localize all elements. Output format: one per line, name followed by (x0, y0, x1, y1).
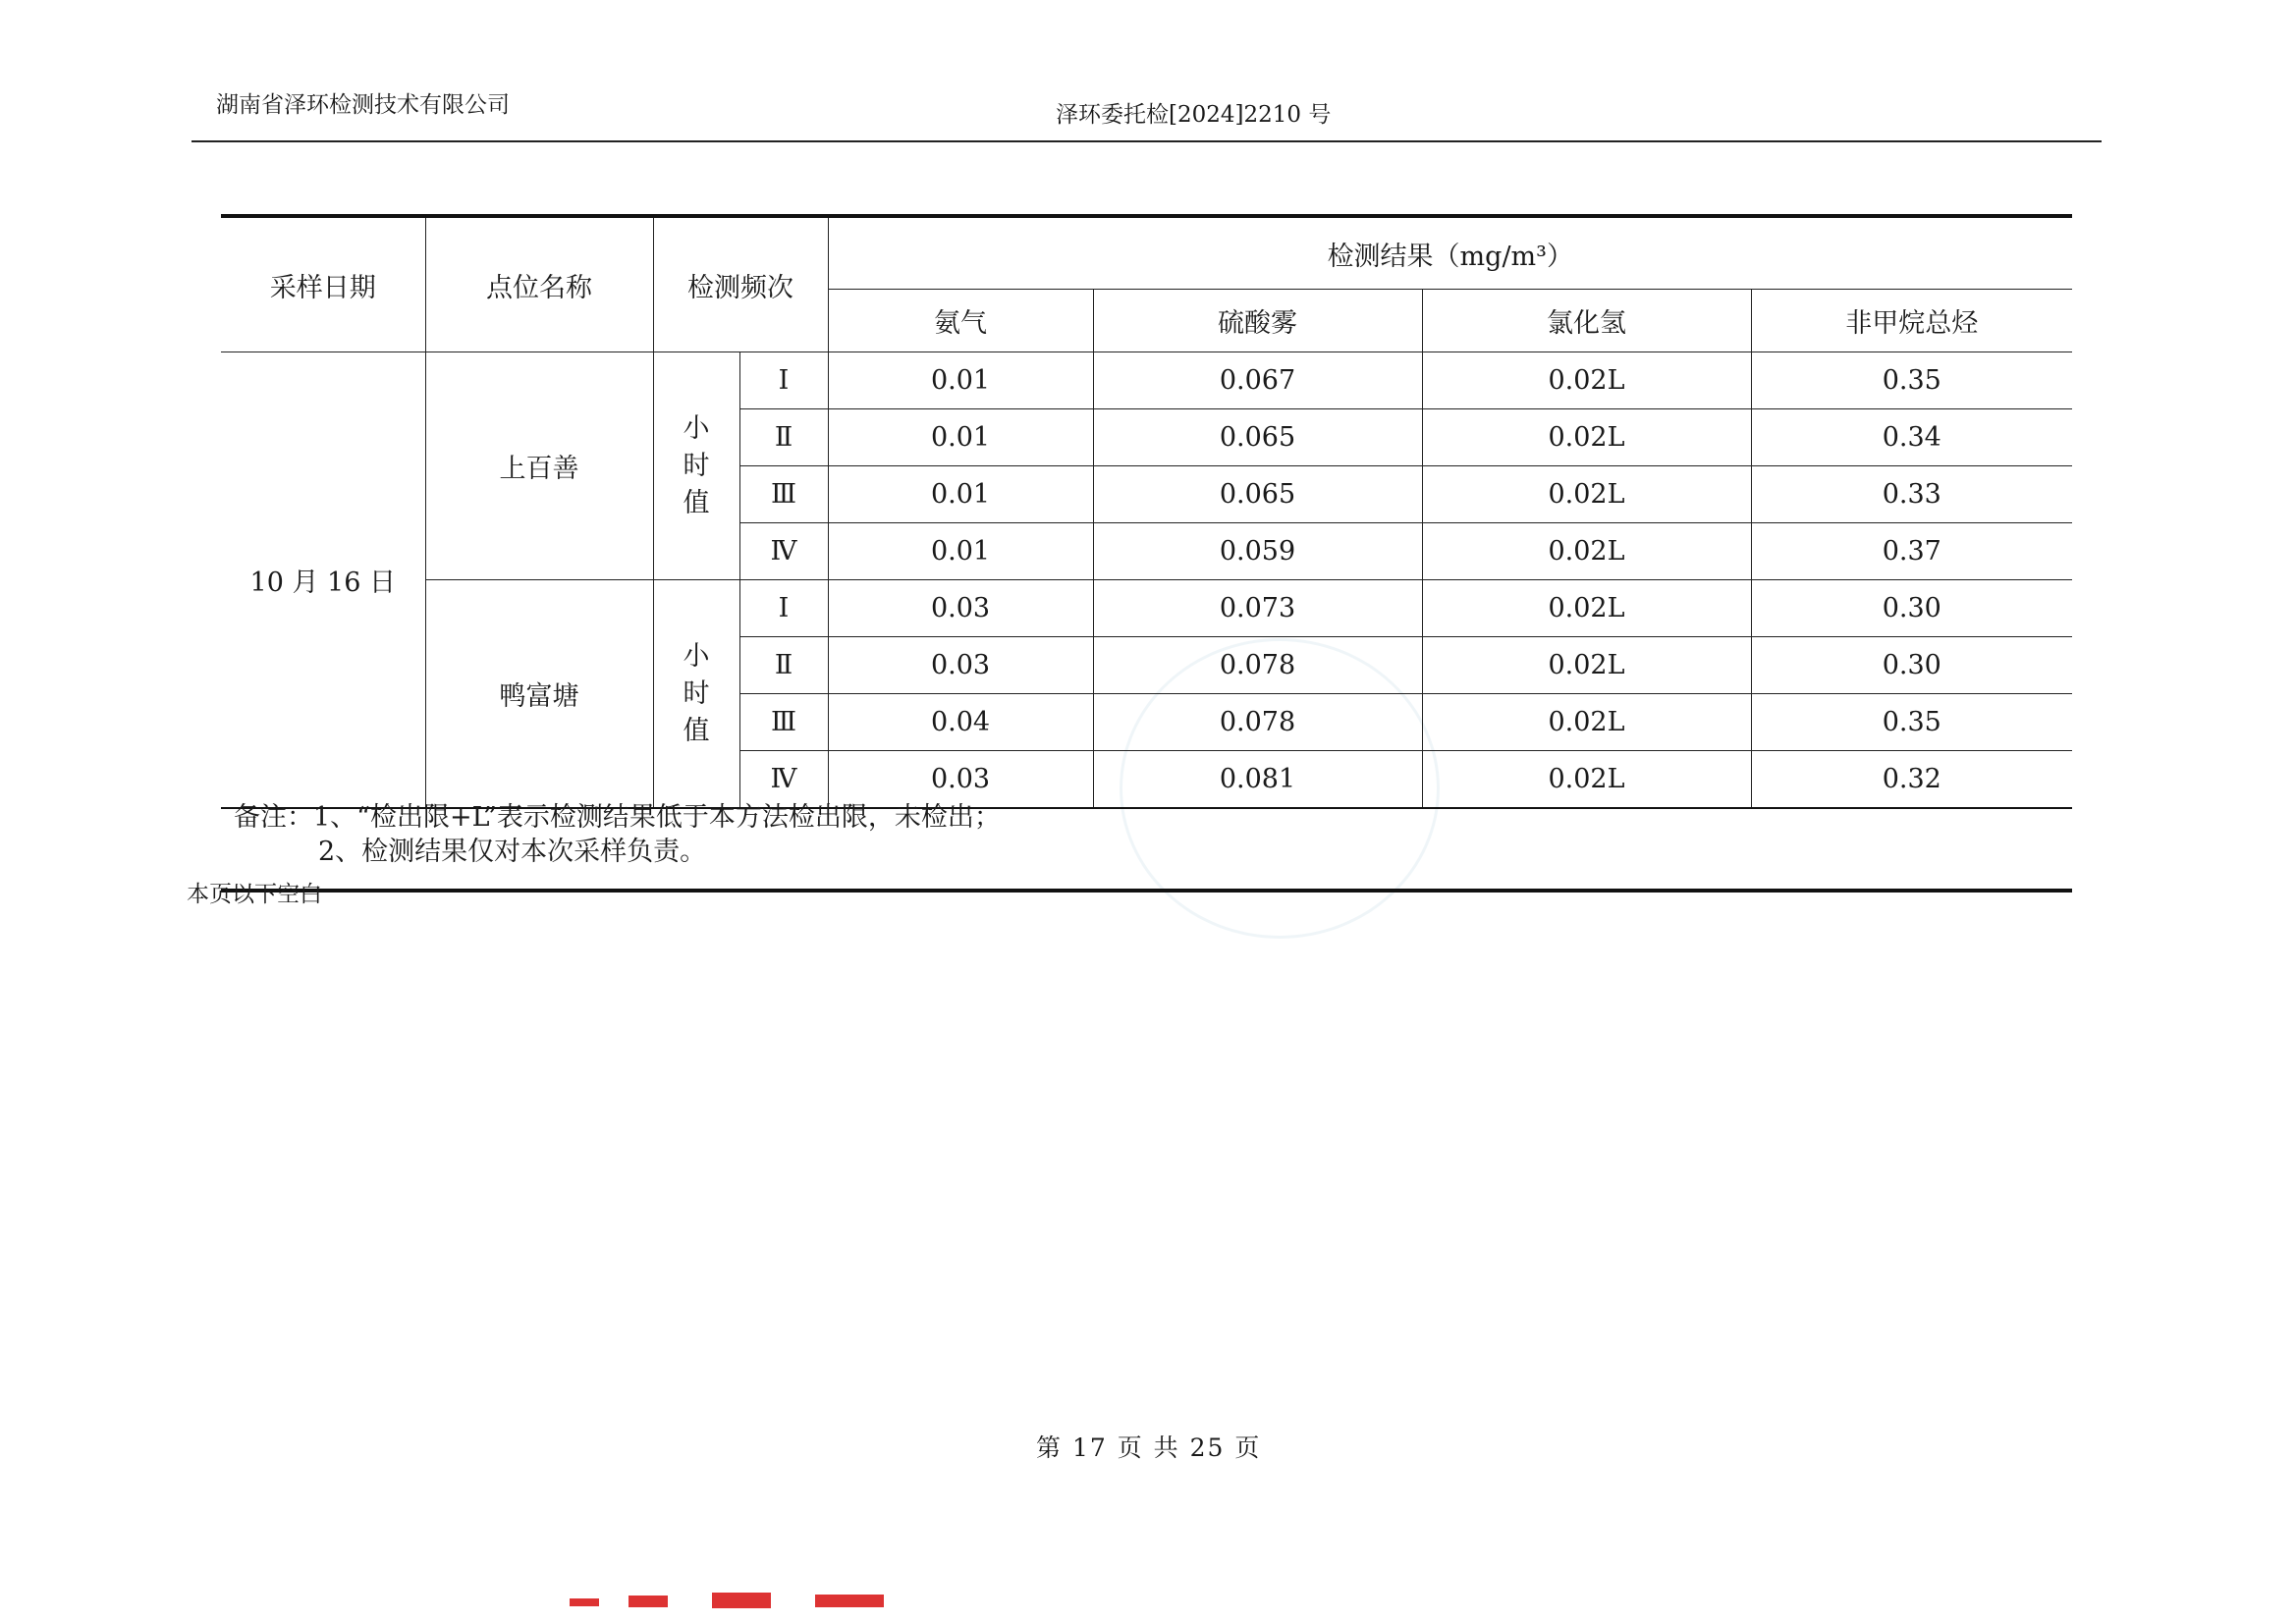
param-hydrogen-chloride: 氯化氢 (1422, 290, 1751, 352)
header-results: 检测结果（mg/m³） (828, 216, 2072, 290)
notes (234, 800, 1001, 869)
sample-date: 10 月 16 日 (221, 352, 425, 809)
value-cell: 0.065 (1093, 466, 1422, 523)
note-line-2: 2、检测结果仅对本次采样负责。 (318, 837, 707, 867)
results-table-container (221, 214, 2072, 809)
value-cell: 0.01 (828, 523, 1093, 580)
value-cell: 0.04 (828, 694, 1093, 751)
value-cell: 0.30 (1751, 580, 2072, 637)
blank-below-notice: 本页以下空白 (187, 882, 322, 907)
freq-cell: Ⅱ (739, 637, 828, 694)
red-stamp-fragment (629, 1596, 668, 1607)
freq-cell: Ⅲ (739, 466, 828, 523)
value-cell: 0.30 (1751, 637, 2072, 694)
red-stamp-fragment (570, 1598, 599, 1606)
value-cell: 0.01 (828, 409, 1093, 466)
value-cell: 0.01 (828, 466, 1093, 523)
value-cell: 0.35 (1751, 694, 2072, 751)
header-frequency: 检测频次 (653, 216, 828, 352)
page-number: 第 17 页 共 25 页 (1036, 1434, 1262, 1462)
value-cell: 0.02L (1422, 751, 1751, 809)
freq-cell: Ⅳ (739, 523, 828, 580)
value-cell: 0.02L (1422, 352, 1751, 409)
value-cell: 0.078 (1093, 637, 1422, 694)
value-cell: 0.02L (1422, 694, 1751, 751)
value-cell: 0.34 (1751, 409, 2072, 466)
value-cell: 0.073 (1093, 580, 1422, 637)
freq-cell: Ⅱ (739, 409, 828, 466)
value-cell: 0.33 (1751, 466, 2072, 523)
param-nmhc: 非甲烷总烃 (1751, 290, 2072, 352)
value-cell: 0.02L (1422, 523, 1751, 580)
value-cell: 0.03 (828, 751, 1093, 809)
header-site-name: 点位名称 (425, 216, 653, 352)
value-cell: 0.03 (828, 637, 1093, 694)
frequency-label-text: 小时值 (683, 412, 710, 518)
value-cell: 0.02L (1422, 580, 1751, 637)
site-name: 鸭富塘 (425, 580, 653, 809)
red-stamp-fragment (815, 1595, 884, 1607)
value-cell: 0.02L (1422, 637, 1751, 694)
header-divider (191, 140, 2102, 142)
frequency-label (653, 580, 739, 809)
freq-cell: Ⅳ (739, 751, 828, 809)
param-ammonia: 氨气 (828, 290, 1093, 352)
value-cell: 0.059 (1093, 523, 1422, 580)
value-cell: 0.02L (1422, 409, 1751, 466)
value-cell: 0.078 (1093, 694, 1422, 751)
value-cell: 0.35 (1751, 352, 2072, 409)
header-sample-date: 采样日期 (221, 216, 425, 352)
frequency-label-text: 小时值 (683, 640, 710, 746)
freq-cell: Ⅲ (739, 694, 828, 751)
value-cell: 0.37 (1751, 523, 2072, 580)
param-sulfuric-acid-mist: 硫酸雾 (1093, 290, 1422, 352)
value-cell: 0.32 (1751, 751, 2072, 809)
value-cell: 0.067 (1093, 352, 1422, 409)
value-cell: 0.01 (828, 352, 1093, 409)
note-line-1: 备注：1、“检出限+L”表示检测结果低于本方法检出限，未检出； (234, 802, 1001, 833)
value-cell: 0.065 (1093, 409, 1422, 466)
site-name: 上百善 (425, 352, 653, 580)
red-stamp-fragment (712, 1593, 771, 1608)
value-cell: 0.03 (828, 580, 1093, 637)
results-table (221, 214, 2072, 809)
freq-cell: Ⅰ (739, 352, 828, 409)
report-number: 泽环委托检[2024]2210 号 (1056, 102, 1332, 128)
table-footer-rule (221, 889, 2072, 893)
company-name: 湖南省泽环检测技术有限公司 (216, 92, 510, 118)
freq-cell: Ⅰ (739, 580, 828, 637)
value-cell: 0.081 (1093, 751, 1422, 809)
value-cell: 0.02L (1422, 466, 1751, 523)
frequency-label (653, 352, 739, 580)
